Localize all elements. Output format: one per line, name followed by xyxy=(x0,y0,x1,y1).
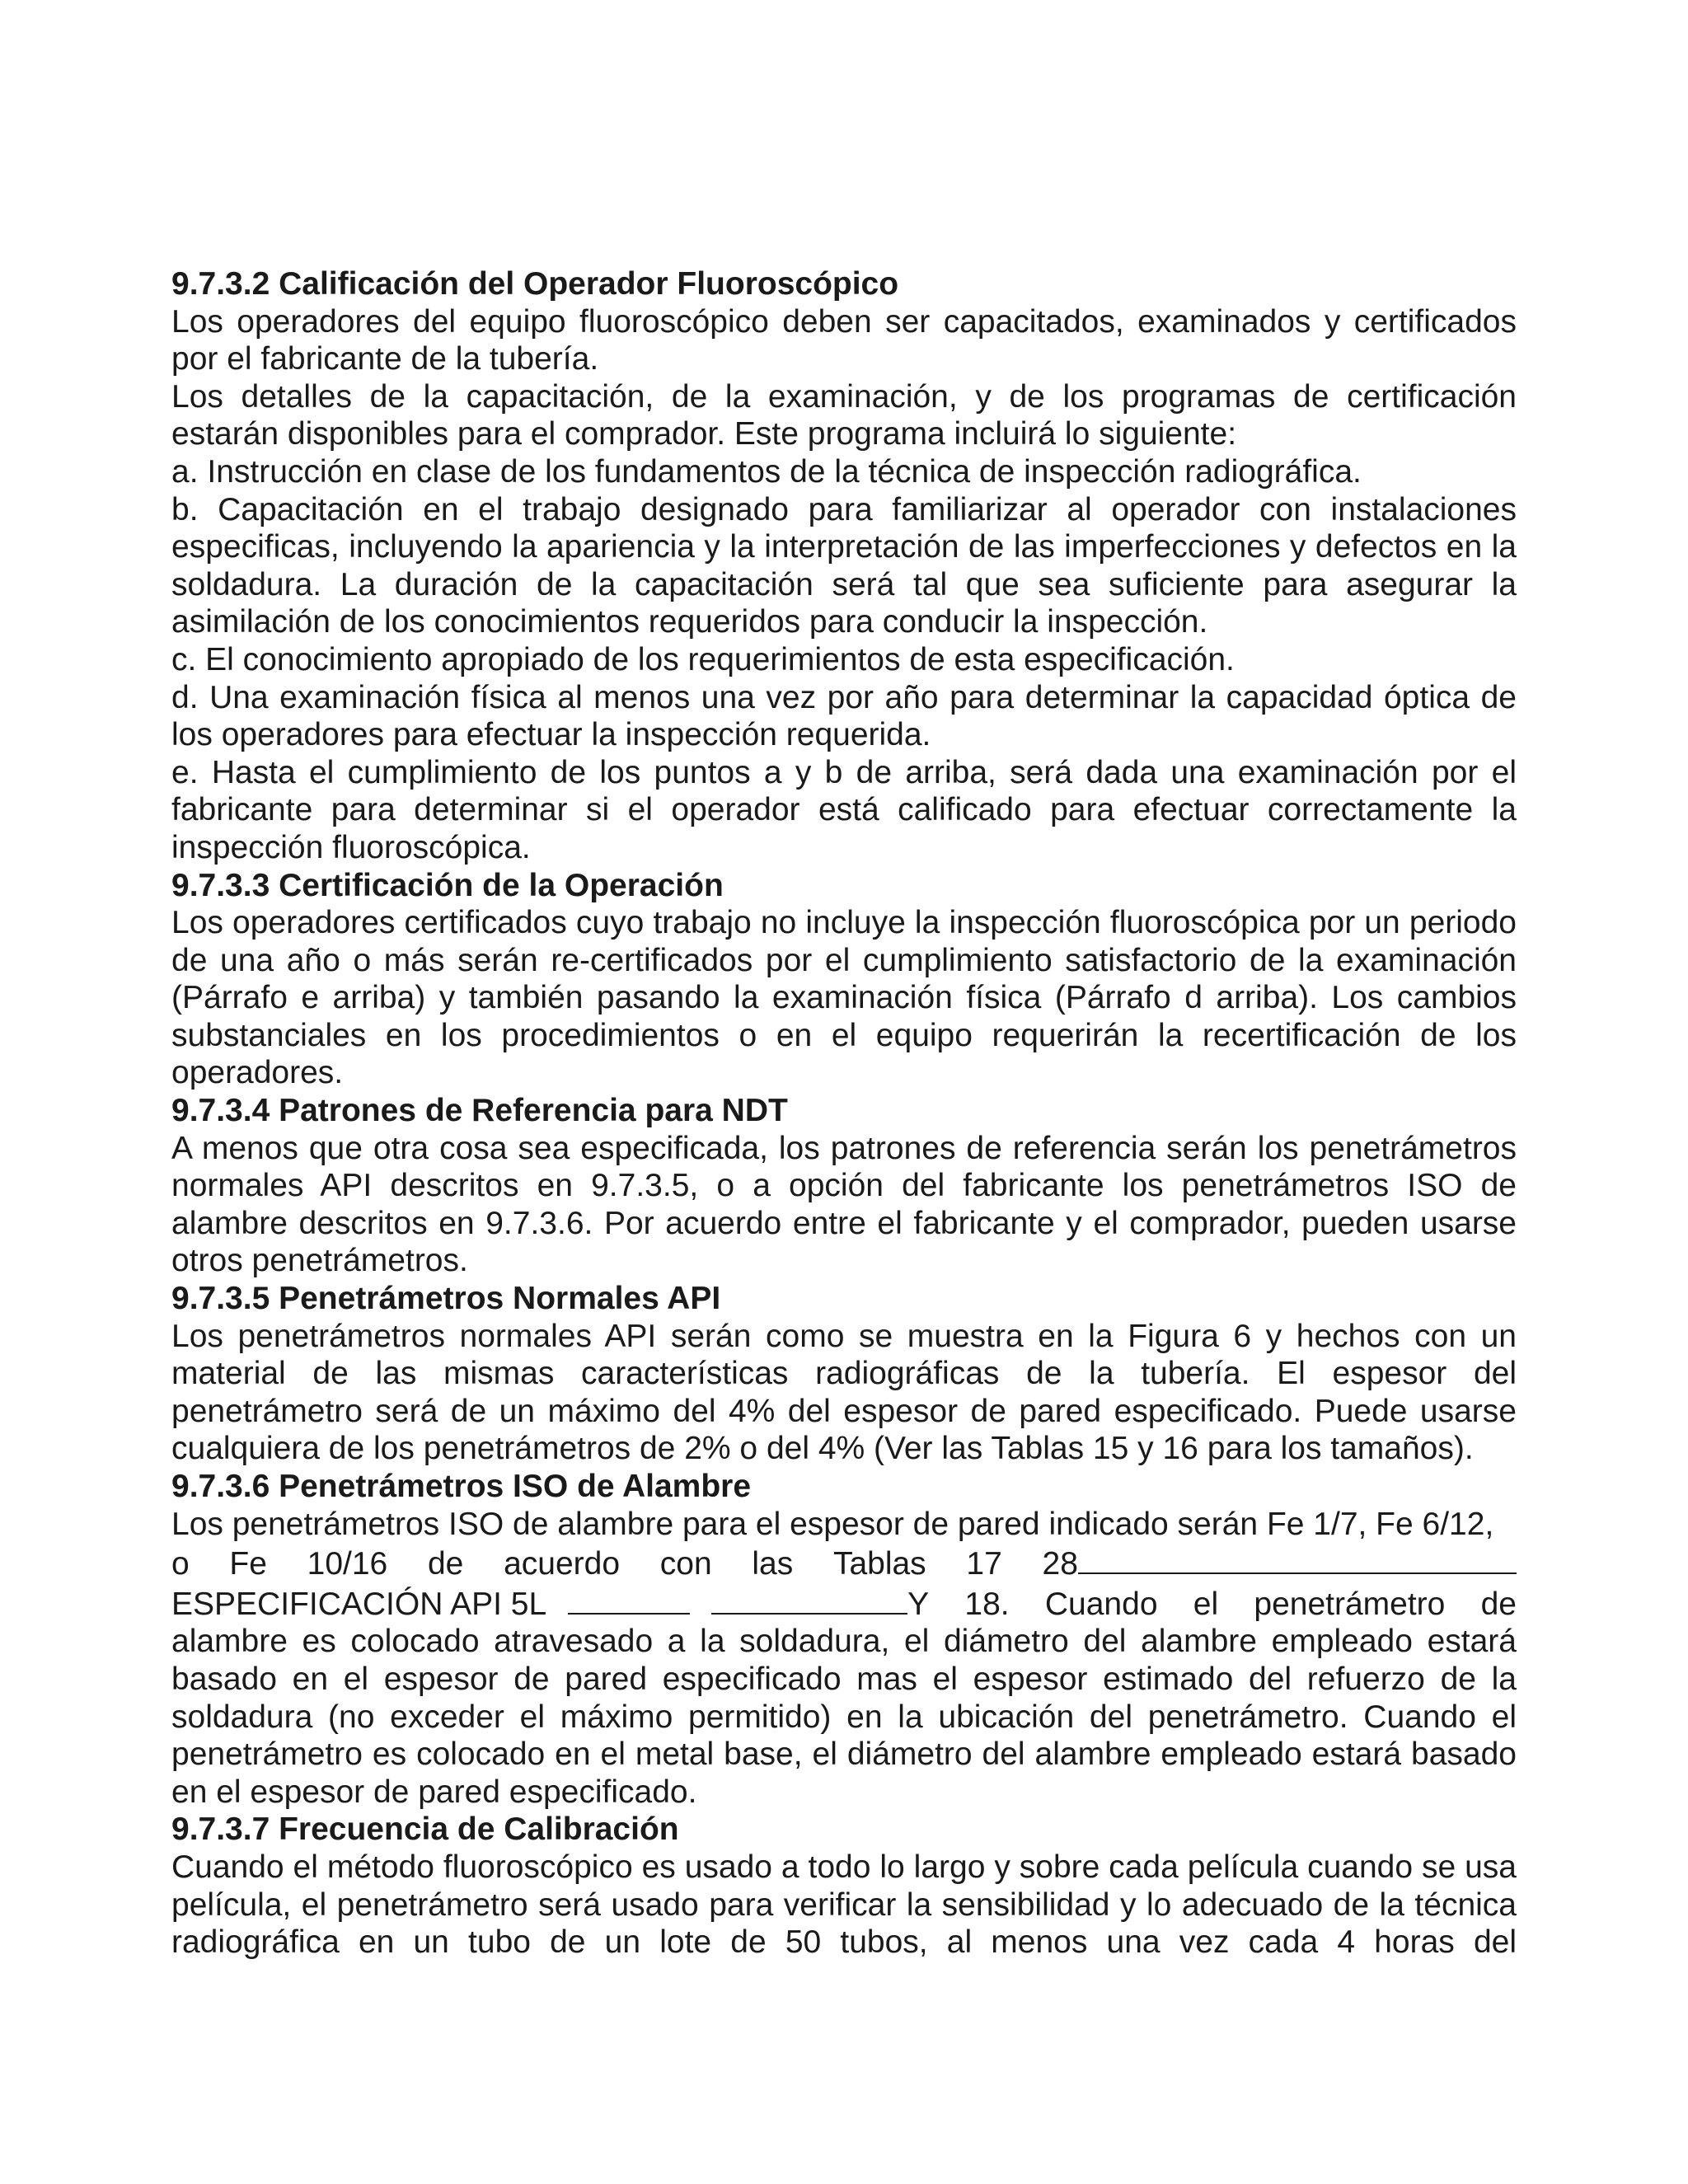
list-item: d. Una examinación física al menos una vez por año para determinar la capacidad óptica de los operadores para efectuar la inspección requerida. xyxy=(171,679,1517,753)
paragraph: Los detalles de la capacitación, de la examinación, y de los programas de certificación estarán disponibles para el comprador. Este programa incluirá lo siguiente: xyxy=(171,378,1517,452)
spaced-words xyxy=(171,1545,1078,1583)
word: el xyxy=(1193,1586,1219,1622)
paragraph: Los penetrámetros normales API serán como se muestra en la Figura 6 y hechos con un material de las mismas características radiográficas de la tubería. El espesor del penetrámetro será de un máximo del 4% del espesor de pared especificado. Puede usarse cualquiera de los penetrámetros de 2% o del 4% (Ver las Tablas 15 y 16 para los tamaños). xyxy=(171,1318,1517,1467)
paragraph-line xyxy=(171,1543,1517,1583)
paragraph-line: Los penetrámetros ISO de alambre para el espesor de pared indicado serán Fe 1/7, Fe 6/12, xyxy=(171,1506,1494,1542)
paragraph-line xyxy=(171,1583,1517,1624)
section-heading: 9.7.3.5 Penetrámetros Normales API xyxy=(171,1281,721,1317)
list-item: b. Capacitación en el trabajo designado para familiarizar al operador con instalaciones especificas, incluyendo la apariencia y la interpretación de las imperfecciones y defectos en la soldadura. La duración de la capacitación será tal que sea suficiente para asegurar la asimilación de los conocimientos requeridos para conducir la inspección. xyxy=(171,491,1517,640)
paragraph: Los operadores certificados cuyo trabajo no incluye la inspección fluoroscópica por un periodo de una año o más serán re-certificados por el cumplimiento satisfactorio de la examinación (Párrafo e arriba) y también pasando la examinación física (Párrafo d arriba). Los cambios substanciales en los procedimientos o en el equipo requerirán la recertificación de los operadores. xyxy=(171,905,1517,1091)
word: Fe xyxy=(229,1546,267,1582)
section-heading: 9.7.3.2 Calificación del Operador Fluoroscópico xyxy=(171,266,899,302)
word: 18. xyxy=(964,1586,1010,1622)
list-item: e. Hasta el cumplimiento de los puntos a y b de arriba, será dada una examinación por el fabricante para determinar si el operador está calificado para efectuar correctamente la inspección fluoroscópica. xyxy=(171,754,1517,865)
word: acuerdo xyxy=(504,1546,621,1582)
paragraph: Cuando el método fluoroscópico es usado a todo lo largo y sobre cada película cuando se usa película, el penetrámetro será usado para verificar la sensibilidad y lo adecuado de la técnica radiográfica en un tubo de un lote de 50 tubos, al menos una vez cada 4 horas del xyxy=(171,1849,1517,1961)
word: de xyxy=(427,1546,464,1582)
word: 17 xyxy=(966,1546,1002,1582)
word: 28 xyxy=(1042,1546,1078,1582)
word: Y xyxy=(907,1586,930,1622)
list-item: a. Instrucción en clase de los fundamentos de la técnica de inspección radiográfica. xyxy=(171,453,1362,490)
word: penetrámetro xyxy=(1254,1586,1446,1622)
underline-blank xyxy=(711,1583,907,1615)
document-page xyxy=(171,265,1517,1961)
spaced-words xyxy=(907,1586,1517,1624)
paragraph: Los operadores del equipo fluoroscópico deben ser capacitados, examinados y certificados por el fabricante de la tubería. xyxy=(171,303,1517,377)
underline-blank xyxy=(568,1583,690,1615)
section-heading: 9.7.3.4 Patrones de Referencia para NDT xyxy=(171,1093,788,1129)
word: de xyxy=(1480,1586,1517,1622)
underline-blank xyxy=(1078,1543,1517,1574)
word: 10/16 xyxy=(307,1546,388,1582)
word: Tablas xyxy=(832,1546,926,1582)
word: o xyxy=(171,1546,190,1582)
section-heading: 9.7.3.7 Frecuencia de Calibración xyxy=(171,1811,679,1848)
spec-text: ESPECIFICACIÓN API 5L xyxy=(171,1586,547,1622)
word: las xyxy=(752,1546,794,1582)
list-item: c. El conocimiento apropiado de los requerimientos de esta especificación. xyxy=(171,641,1235,677)
section-heading: 9.7.3.6 Penetrámetros ISO de Alambre xyxy=(171,1469,752,1504)
paragraph-rest: alambre es colocado atravesado a la soldadura, el diámetro del alambre empleado estará basado en el espesor de pared especificado mas el espesor estimado del refuerzo de la soldadura (no exceder el máximo permitido) en la ubicación del penetrámetro. Cuando el penetrámetro es colocado en el metal base, el diámetro del alambre empleado estará basado en el espesor de pared especificado. xyxy=(171,1624,1517,1810)
paragraph: A menos que otra cosa sea especificada, los patrones de referencia serán los penetrámetros normales API descritos en 9.7.3.5, o a opción del fabricante los penetrámetros ISO de alambre descritos en 9.7.3.6. Por acuerdo entre el fabricante y el comprador, pueden usarse otros penetrámetros. xyxy=(171,1130,1517,1279)
paragraph-iso xyxy=(171,1506,1517,1811)
word: Cuando xyxy=(1044,1586,1158,1622)
word: con xyxy=(659,1546,712,1582)
section-heading: 9.7.3.3 Certificación de la Operación xyxy=(171,867,724,903)
